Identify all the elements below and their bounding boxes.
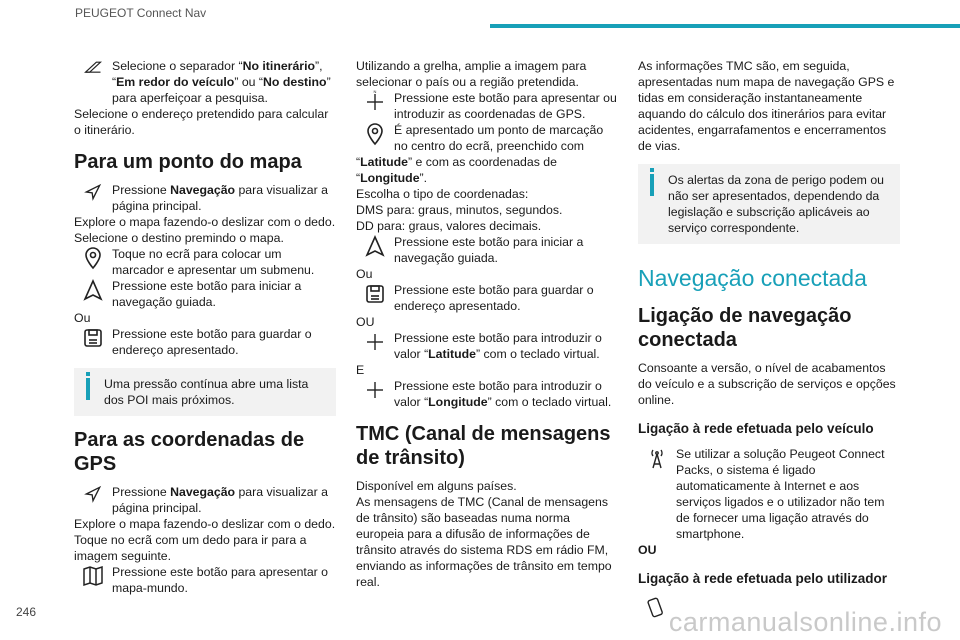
section-heading-map-point: Para um ponto do mapa [74,151,302,173]
map-press-step: Pressione Navegação para visualizar a página principal. [74,182,336,214]
paragraph: Toque no ecrã com um dedo para ir para a imagem seguinte. [74,533,307,563]
page-number: 246 [16,605,37,619]
info-icon [646,172,668,236]
guidance-arrow-icon [74,278,112,310]
paragraph: Disponível em alguns países. [356,479,517,493]
save-step: Pressione este botão para guardar o endereço apresentado. [356,282,618,314]
paragraph: Ou [74,311,91,325]
compass-icon [356,330,394,362]
guidance-arrow-icon [356,234,394,266]
map-start-step: Pressione este botão para iniciar a navegação guiada. [74,278,336,310]
paragraph: Explore o mapa fazendo-o deslizar com o dedo. [74,517,336,531]
paragraph: Ou [356,267,373,281]
chapter-heading-connected-navigation: Navegação conectada [638,265,867,291]
section-heading-connection: Ligação de navegação conectada [638,305,852,351]
paragraph: Escolha o tipo de coordenadas: [356,187,529,201]
paragraph: DMS para: graus, minutos, segundos. [356,203,563,217]
watermark: carmanualsonline.info [668,607,942,637]
compass-icon [356,378,394,410]
gps-press-step: Pressione Navegação para visualizar a página principal. [74,484,336,516]
save-disk-icon [74,326,112,358]
paragraph: Explore o mapa fazendo-o deslizar com o dedo. [74,215,336,229]
pencil-icon [74,58,112,90]
paragraph: Consoante a versão, o nível de acabamentos do veículo e a subscrição de serviços e opções online. [638,361,896,407]
running-header: PEUGEOT Connect Nav [75,6,207,20]
enter-latitude-step: Pressione este botão para introduzir o valor “Latitude” com o teclado virtual. [356,330,618,362]
note-poi: Uma pressão contínua abre uma lista dos POI mais próximos. [74,368,336,416]
navigation-arrow-icon [74,484,112,516]
paragraph: E [356,363,365,377]
paragraph: DD para: graus, valores decimais. [356,219,542,233]
compass-icon [356,90,394,122]
header-accent-bar [490,24,960,28]
navigation-arrow-icon [74,182,112,214]
longitude-line: “Longitude”. [356,171,428,185]
paragraph: Utilizando a grelha, amplie a imagem para selecionar o país ou a região pretendida. [356,59,587,89]
tab-selection-step: Selecione o separador “No itinerário”, “Em redor do veículo” ou “No destino” para aperfeiçoar a pesquisa. [74,58,336,106]
world-map-icon [74,564,112,596]
note-danger-zone: Os alertas da zona de perigo podem ou não ser apresentados, dependendo da legislação e subscrição aplicáveis ao serviço correspondente. [638,164,900,244]
paragraph: Selecione o endereço pretendido para calcular o itinerário. [74,107,329,137]
subheading-vehicle-connection: Ligação à rede efetuada pelo veículo [638,421,874,436]
paragraph: Selecione o destino premindo o mapa. [74,231,284,245]
marker-step: É apresentado um ponto de marcação no centro do ecrã, preenchido com [356,122,618,154]
paragraph: OU [356,315,375,329]
svg-text:N: N [373,90,377,94]
start-step: Pressione este botão para iniciar a navegação guiada. [356,234,618,266]
map-touch-step: Toque no ecrã para colocar um marcador e apresentar um submenu. [74,246,336,278]
save-disk-icon [356,282,394,314]
enter-longitude-step: Pressione este botão para introduzir o valor “Longitude” com o teclado virtual. [356,378,618,410]
column-2 [356,58,618,590]
antenna-icon [638,446,676,478]
paragraph: OU [638,543,657,557]
map-pin-icon [74,246,112,278]
gps-world-step: Pressione este botão para apresentar o mapa-mundo. [74,564,336,596]
column-1 [74,58,336,596]
map-pin-icon [356,122,394,154]
info-icon [82,376,104,408]
latitude-line: “Latitude” e com as coordenadas de [356,155,557,169]
subheading-user-connection: Ligação à rede efetuada pelo utilizador [638,571,888,586]
vehicle-connection-step: Se utilizar a solução Peugeot Connect Packs, o sistema é ligado automaticamente à Internet e aos serviços ligados e o utilizador não tem de fornecer uma ligação através do smartphone. [638,446,900,542]
column-3 [638,58,900,628]
coords-button-step: N Pressione este botão para apresentar ou introduzir as coordenadas de GPS. [356,90,618,122]
paragraph: As informações TMC são, em seguida, apresentadas num mapa de navegação GPS e tidas em consideração instantaneamente aquando do cálculo dos itinerários para evitar acidentes, engarrafamentos e encerramentos de vias. [638,59,895,153]
section-heading-tmc: TMC (Canal de mensagens de trânsito) [356,423,611,469]
section-heading-gps: Para as coordenadas de GPS [74,429,305,475]
map-save-step: Pressione este botão para guardar o endereço apresentado. [74,326,336,358]
paragraph: As mensagens de TMC (Canal de mensagens de trânsito) são baseadas numa norma europeia para a difusão de informações de trânsito através do sistema RDS em rádio FM, enviando as informações de trânsito em tempo real. [356,495,612,589]
